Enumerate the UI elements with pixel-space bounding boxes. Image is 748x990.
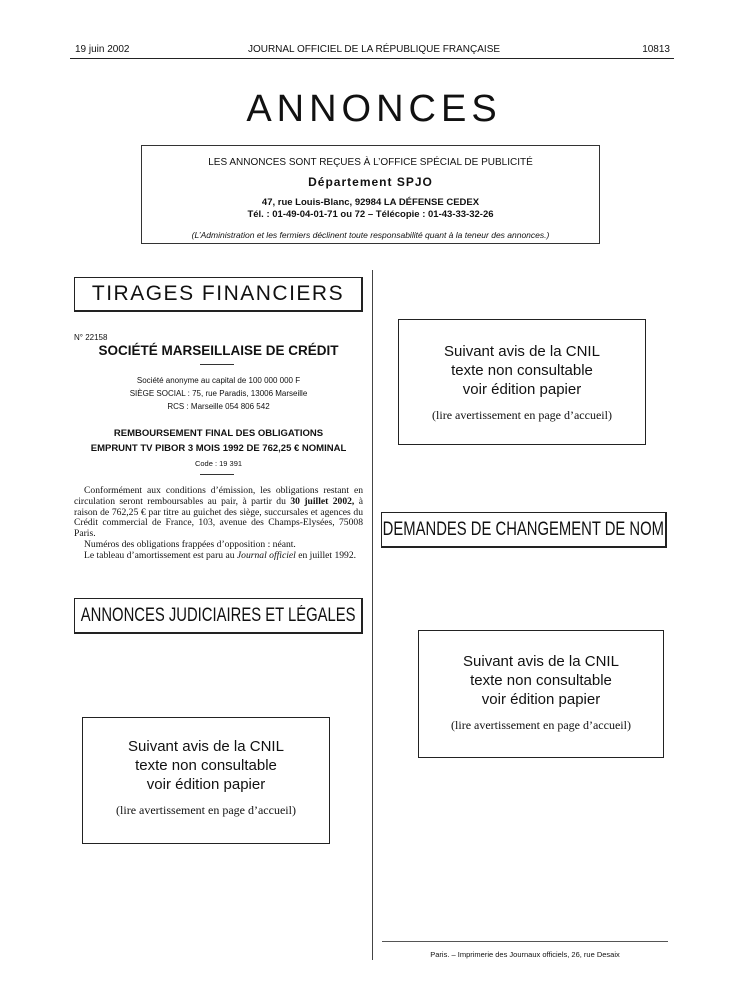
- notice-paragraph: Conformément aux conditions d’émission, les obligations restant en circulation seront remboursables au pair, à partir du 30 juillet 2002, à raison de 762,25 € par titre au guichet des siège, succursales et agences du Crédit commercial de France, 103, avenue des Champs-Elysées, 75008 Paris.: [74, 485, 363, 540]
- cnil-notice-box: [418, 630, 664, 758]
- cnil-line: texte non consultable: [135, 757, 277, 774]
- cnil-line: voir édition papier: [481, 691, 601, 708]
- cnil-warning: (lire avertissement en page d’accueil): [116, 803, 296, 817]
- info-line-disclaimer: (L’Administration et les fermiers déclinent toute responsabilité quant à la teneur des annonces.): [191, 230, 550, 240]
- company-name: SOCIÉTÉ MARSEILLAISE DE CRÉDIT: [98, 343, 339, 358]
- section-heading-label: ANNONCES JUDICIAIRES ET LÉGALES: [80, 604, 356, 626]
- section-heading-label: TIRAGES FINANCIERS: [91, 282, 345, 305]
- separator-rule: [200, 364, 234, 365]
- info-line-address: 47, rue Louis-Blanc, 92984 LA DÉFENSE CEDEX: [261, 197, 480, 208]
- info-box: [141, 145, 600, 244]
- cnil-line: texte non consultable: [451, 362, 593, 379]
- notice-number: N° 22158: [74, 333, 108, 342]
- footer-rule: [382, 941, 668, 942]
- section-heading-demandes: [381, 512, 667, 548]
- header-date: 19 juin 2002: [75, 44, 130, 55]
- info-line-reception: LES ANNONCES SONT REÇUES À L’OFFICE SPÉCIAL DE PUBLICITÉ: [208, 157, 533, 168]
- notice-subheading: EMPRUNT TV PIBOR 3 MOIS 1992 DE 762,25 € NOMINAL: [90, 443, 347, 454]
- section-heading-label: DEMANDES DE CHANGEMENT DE NOM: [382, 518, 665, 540]
- cnil-warning: (lire avertissement en page d’accueil): [432, 408, 612, 422]
- info-line-department: Département SPJO: [308, 175, 433, 189]
- cnil-line: Suivant avis de la CNIL: [444, 343, 600, 360]
- cnil-line: voir édition papier: [146, 776, 266, 793]
- notice-paragraph: Numéros des obligations frappées d’opposition : néant.: [84, 538, 296, 550]
- notice-paragraph: Le tableau d’amortissement est paru au Journal officiel en juillet 1992.: [84, 549, 357, 561]
- cnil-notice-box: [398, 319, 646, 445]
- notice-code: Code : 19 391: [194, 459, 243, 468]
- column-divider: [372, 270, 373, 960]
- info-line-phone: Tél. : 01-49-04-01-71 ou 72 – Télécopie : 01-43-33-32-26: [247, 209, 494, 220]
- notice-body: [74, 486, 363, 562]
- cnil-line: Suivant avis de la CNIL: [128, 738, 284, 755]
- header-page-number: 10813: [642, 44, 670, 55]
- company-capital: Société anonyme au capital de 100 000 000 F: [136, 376, 301, 385]
- header-journal-title: JOURNAL OFFICIEL DE LA RÉPUBLIQUE FRANÇAISE: [247, 44, 501, 55]
- section-heading-judiciaires: [74, 598, 363, 634]
- cnil-line: texte non consultable: [470, 672, 612, 689]
- cnil-line: Suivant avis de la CNIL: [463, 653, 619, 670]
- company-headquarters: SIÈGE SOCIAL : 75, rue Paradis, 13006 Marseille: [129, 389, 308, 398]
- notice-heading: REMBOURSEMENT FINAL DES OBLIGATIONS: [113, 428, 324, 439]
- section-heading-tirages: [74, 277, 363, 312]
- separator-rule: [200, 474, 234, 475]
- company-rcs: RCS : Marseille 054 806 542: [167, 402, 270, 411]
- header-rule: [70, 58, 674, 59]
- cnil-warning: (lire avertissement en page d’accueil): [451, 718, 631, 732]
- page-title: ANNONCES: [246, 88, 502, 130]
- cnil-line: voir édition papier: [462, 381, 582, 398]
- cnil-notice-box: [82, 717, 330, 844]
- printer-imprint: Paris. – Imprimerie des Journaux officiels, 26, rue Desaix: [430, 950, 620, 959]
